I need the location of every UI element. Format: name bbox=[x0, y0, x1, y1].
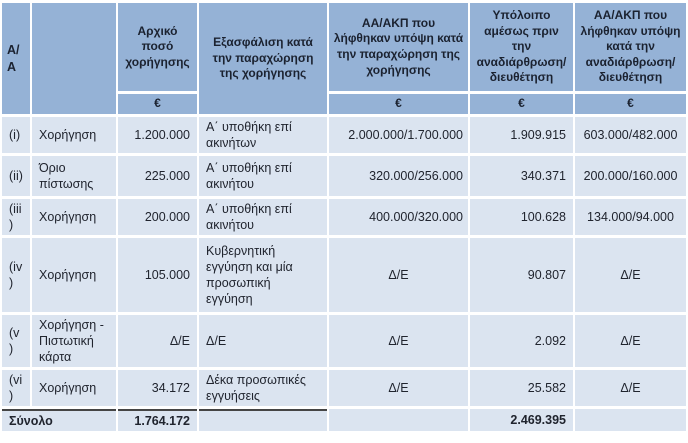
row-id-cell: (v) bbox=[2, 315, 30, 367]
balance-cell: 90.807 bbox=[470, 238, 573, 312]
row-id-cell: (iv) bbox=[2, 238, 30, 312]
header-row bbox=[2, 3, 686, 91]
table-row bbox=[2, 156, 686, 196]
aa-at-restructuring-cell: Δ/Ε bbox=[575, 238, 686, 312]
currency-cell-initial: € bbox=[118, 94, 197, 114]
header-cell-security: Εξασφάλιση κατά την παραχώρηση της χορήγησης bbox=[199, 3, 327, 114]
total-initial-amount-cell: 1.764.172 bbox=[118, 409, 197, 431]
facility-type-cell: Όριο πίστωσης bbox=[32, 156, 116, 196]
total-label-cell: Σύνολο bbox=[2, 409, 116, 431]
row-id-cell: (iii) bbox=[2, 199, 30, 235]
total-balance-cell: 2.469.395 bbox=[470, 409, 573, 431]
table-row bbox=[2, 315, 686, 367]
table-row bbox=[2, 199, 686, 235]
total-aa-at-restructuring-cell bbox=[575, 409, 686, 431]
initial-amount-cell: 105.000 bbox=[118, 238, 197, 312]
header-cell-id: Α/Α bbox=[2, 3, 30, 114]
currency-cell-aa-at-restructuring: € bbox=[575, 94, 686, 114]
header-cell-aa-at-restructuring: ΑΑ/ΑΚΠ που λήφθηκαν υπόψη κατά την αναδιάρθρωση/διευθέτηση bbox=[575, 3, 686, 91]
aa-at-restructuring-cell: Δ/Ε bbox=[575, 370, 686, 406]
security-cell: Κυβερνητική εγγύηση και μία προσωπική εγγύηση bbox=[199, 238, 327, 312]
security-cell: Δ/Ε bbox=[199, 315, 327, 367]
aa-at-restructuring-cell: 200.000/160.000 bbox=[575, 156, 686, 196]
total-security-cell bbox=[199, 409, 327, 431]
facility-type-cell: Χορήγηση bbox=[32, 238, 116, 312]
balance-cell: 1.909.915 bbox=[470, 117, 573, 153]
balance-cell: 2.092 bbox=[470, 315, 573, 367]
initial-amount-cell: Δ/Ε bbox=[118, 315, 197, 367]
aa-at-grant-cell: Δ/Ε bbox=[329, 238, 468, 312]
facility-type-cell: Χορήγηση - Πιστωτική κάρτα bbox=[32, 315, 116, 367]
balance-cell: 25.582 bbox=[470, 370, 573, 406]
row-id-cell: (vi) bbox=[2, 370, 30, 406]
table-row bbox=[2, 117, 686, 153]
initial-amount-cell: 200.000 bbox=[118, 199, 197, 235]
security-cell: Α΄ υποθήκη επί ακινήτου bbox=[199, 199, 327, 235]
header-cell-type bbox=[32, 3, 116, 114]
aa-at-restructuring-cell: 134.000/94.000 bbox=[575, 199, 686, 235]
aa-at-grant-cell: 400.000/320.000 bbox=[329, 199, 468, 235]
header-cell-aa-at-grant: ΑΑ/ΑΚΠ που λήφθηκαν υπόψη κατά την παραχώρηση της χορήγησης bbox=[329, 3, 468, 91]
header-cell-balance-before: Υπόλοιπο αμέσως πριν την αναδιάρθρωση/διευθέτηση bbox=[470, 3, 573, 91]
aa-at-restructuring-cell: 603.000/482.000 bbox=[575, 117, 686, 153]
aa-at-restructuring-cell: Δ/Ε bbox=[575, 315, 686, 367]
header-cell-initial-amount: Αρχικό ποσό χορήγησης bbox=[118, 3, 197, 91]
balance-cell: 340.371 bbox=[470, 156, 573, 196]
initial-amount-cell: 225.000 bbox=[118, 156, 197, 196]
total-aa-at-grant-cell bbox=[329, 409, 468, 431]
initial-amount-cell: 34.172 bbox=[118, 370, 197, 406]
currency-cell-aa-at-grant: € bbox=[329, 94, 468, 114]
security-cell: Α΄ υποθήκη επί ακινήτου bbox=[199, 156, 327, 196]
security-cell: Α΄ υποθήκη επί ακινήτων bbox=[199, 117, 327, 153]
table-row bbox=[2, 238, 686, 312]
table-row bbox=[2, 370, 686, 406]
row-id-cell: (i) bbox=[2, 117, 30, 153]
security-cell: Δέκα προσωπικές εγγυήσεις bbox=[199, 370, 327, 406]
facility-type-cell: Χορήγηση bbox=[32, 370, 116, 406]
aa-at-grant-cell: 320.000/256.000 bbox=[329, 156, 468, 196]
aa-at-grant-cell: 2.000.000/1.700.000 bbox=[329, 117, 468, 153]
total-row bbox=[2, 409, 686, 431]
facility-type-cell: Χορήγηση bbox=[32, 199, 116, 235]
initial-amount-cell: 1.200.000 bbox=[118, 117, 197, 153]
balance-cell: 100.628 bbox=[470, 199, 573, 235]
currency-cell-balance: € bbox=[470, 94, 573, 114]
aa-at-grant-cell: Δ/Ε bbox=[329, 370, 468, 406]
aa-at-grant-cell: Δ/Ε bbox=[329, 315, 468, 367]
facility-type-cell: Χορήγηση bbox=[32, 117, 116, 153]
row-id-cell: (ii) bbox=[2, 156, 30, 196]
